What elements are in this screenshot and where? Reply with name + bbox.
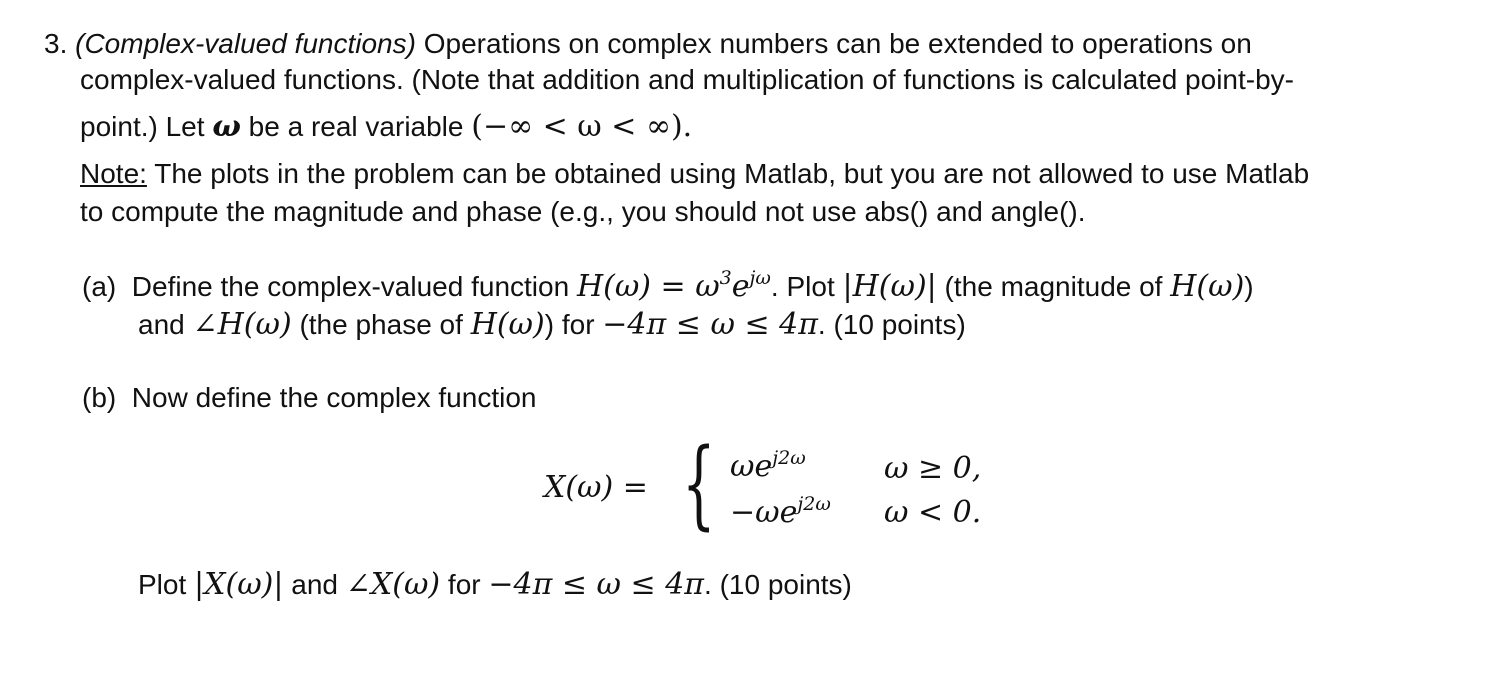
x-magnitude-math: |X(ω)| [194, 567, 284, 602]
problem-intro-line2 [80, 66, 1294, 94]
h-definition-math: $H(\omega) = \omega^3e^{j\omega}$ [576, 267, 771, 304]
case1-exp: j2ω [772, 447, 806, 469]
h-def-exp3: 3 [719, 267, 732, 289]
h-def-exp: jω [749, 267, 771, 289]
part-a-phase-text: (the phase of [299, 309, 463, 340]
case1-expr: $\omega e^{j2\omega}$ [730, 447, 806, 484]
intro-text-2: complex-valued functions. (Note that addition and multiplication of functions is calculated point-by- [80, 64, 1294, 95]
part-b-plot: Plot [138, 569, 187, 600]
part-a-for: ) for [544, 309, 595, 340]
note-text-1: The plots in the problem can be obtained using Matlab, but you are not allowed to use Matlab [154, 158, 1310, 189]
part-a-range-math: −4π ≤ ω ≤ 4π [602, 307, 818, 342]
part-b-and: and [291, 569, 338, 600]
problem-intro-line1 [44, 30, 1252, 58]
part-b-for: for [447, 569, 481, 600]
x-lhs-math: X(ω) = [544, 470, 648, 505]
part-a-label: (a) [82, 271, 117, 302]
h-magnitude-math: |H(ω)| [842, 269, 937, 304]
problem-number: 3. [44, 28, 68, 59]
note-line1 [80, 160, 1309, 188]
case2-expr: $-\omega e^{j2\omega}$ [730, 493, 831, 530]
case2-exp: j2ω [797, 493, 831, 515]
intro-text-3a: point.) Let [80, 111, 205, 142]
h-math-2: H(ω) [470, 307, 545, 342]
problem-title: (Complex-valued functions) [75, 28, 416, 59]
x-phase-math: ∠X(ω) [345, 567, 441, 602]
intro-text-1: Operations on complex numbers can be extended to operations on [423, 28, 1252, 59]
note-text-2: to compute the magnitude and phase (e.g., you should not use abs() and angle(). [80, 196, 1086, 227]
part-b-label: (b) [82, 382, 117, 413]
case1-cond: ω ≥ 0, [884, 451, 982, 486]
part-a-line1 [82, 267, 1254, 304]
case2-cond: ω < 0. [884, 495, 982, 530]
h-phase-math: ∠H(ω) [192, 307, 292, 342]
part-a-text2: . Plot [770, 271, 835, 302]
piecewise-brace: { [682, 428, 716, 540]
intro-text-3b: be a real variable [248, 111, 464, 142]
part-b-plot-line [138, 567, 852, 602]
part-a-close-paren: ) [1244, 271, 1254, 302]
part-a-points: . (10 points) [817, 309, 966, 340]
note-line2 [80, 198, 1086, 226]
omega-variable: ω [212, 109, 241, 144]
part-a-and: and [138, 309, 185, 340]
part-a-line2 [138, 307, 966, 342]
part-a-text3: (the magnitude of [944, 271, 1163, 302]
part-b-range-math: −4π ≤ ω ≤ 4π [488, 567, 705, 602]
part-b-text: Now define the complex function [131, 382, 537, 413]
part-a-text1: Define the complex-valued function [131, 271, 570, 302]
note-label: Note: [80, 158, 147, 189]
problem-intro-line3 [80, 109, 693, 144]
omega-range-math: (−∞ < ω < ∞). [471, 109, 693, 144]
part-b-line1 [82, 384, 536, 412]
part-b-points: . (10 points) [704, 569, 852, 600]
h-math: H(ω) [1170, 269, 1245, 304]
